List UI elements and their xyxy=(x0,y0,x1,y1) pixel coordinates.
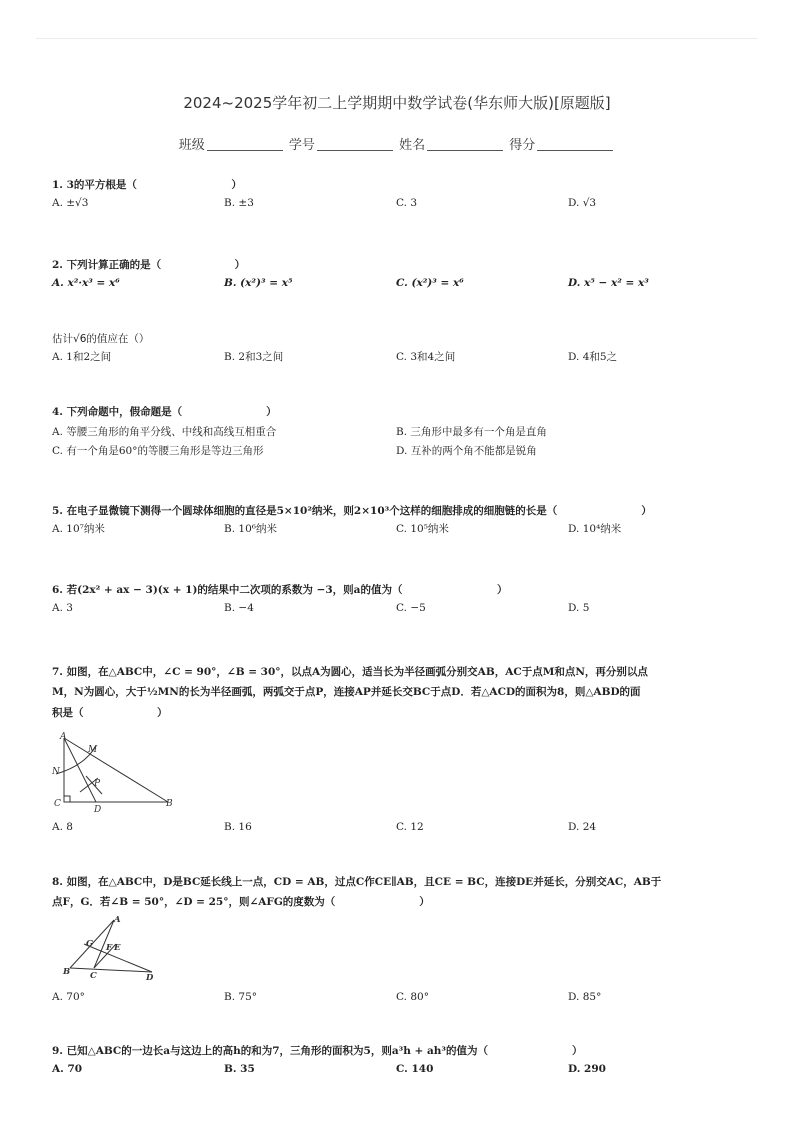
option-a[interactable]: A. 70 xyxy=(52,1063,83,1076)
label-b: B xyxy=(63,967,71,977)
id-label: 学号 xyxy=(288,138,315,153)
option-b[interactable]: B. ±3 xyxy=(224,197,254,210)
option-b[interactable]: B. 10⁶纳米 xyxy=(224,523,277,536)
option-a[interactable]: A. 等腰三角形的角平分线、中线和高线互相重合 xyxy=(52,426,277,439)
option-b[interactable]: B. 三角形中最多有一个角是直角 xyxy=(396,426,547,439)
question-1 xyxy=(52,176,752,214)
question-2 xyxy=(52,256,752,294)
option-d[interactable]: D. 互补的两个角不能都是锐角 xyxy=(396,445,537,458)
label-n: N xyxy=(52,767,60,777)
option-c[interactable]: C. 80° xyxy=(396,991,429,1003)
option-b[interactable]: B. −4 xyxy=(224,602,254,615)
option-grid xyxy=(52,421,752,461)
question-8 xyxy=(52,872,752,913)
class-blank[interactable] xyxy=(207,138,283,151)
label-c: C xyxy=(90,971,97,981)
option-b[interactable]: B. 35 xyxy=(224,1063,255,1076)
question-4 xyxy=(52,403,752,461)
option-row xyxy=(52,520,752,540)
question-6 xyxy=(52,581,752,619)
option-d[interactable]: D. 4和5之 xyxy=(568,351,618,364)
label-e: E xyxy=(114,943,121,953)
class-label: 班级 xyxy=(178,138,205,153)
option-d[interactable]: D. 290 xyxy=(568,1063,606,1076)
score-blank[interactable] xyxy=(537,138,613,151)
option-d[interactable]: D. 5 xyxy=(568,602,590,615)
option-a[interactable]: A. x²·x³ = x⁶ xyxy=(52,277,120,290)
triangle-figure-q8 xyxy=(60,914,160,984)
label-f: F xyxy=(106,943,113,953)
option-d[interactable]: D. 85° xyxy=(568,991,602,1003)
question-3 xyxy=(52,330,752,368)
label-b: B xyxy=(166,799,173,809)
option-c[interactable]: C. 10⁵纳米 xyxy=(396,523,449,536)
option-row xyxy=(52,818,752,838)
label-p: P xyxy=(94,779,101,789)
option-a[interactable]: A. ±√3 xyxy=(52,197,89,210)
option-d[interactable]: D. 24 xyxy=(568,821,597,833)
question-stem-line: 8. 如图，在△ABC中，D是BC延长线上一点，CD = AB，过点C作CE∥AB，且CE = BC，连接DE并延长，分别交AC，AB于 xyxy=(52,876,662,888)
question-stem-line: M，N为圆心，大于½MN的长为半径画弧，两弧交于点P，连接AP并延长交BC于点D．若△ACD的面积为8，则△ABD的面 xyxy=(52,686,641,699)
question-stem: 4. 下列命题中，假命题是（ ） xyxy=(52,406,277,418)
question-7 xyxy=(52,662,752,723)
option-row xyxy=(52,194,752,214)
label-c: C xyxy=(54,799,61,809)
student-info-line xyxy=(0,134,794,153)
option-c[interactable]: C. −5 xyxy=(396,602,426,615)
question-stem-line: 7. 如图，在△ABC中，∠C = 90°，∠B = 30°，以点A为圆心，适当长为半径画弧分别交AB，AC于点M和点N，再分别以点 xyxy=(52,666,648,678)
option-row xyxy=(52,599,752,619)
question-stem-line: 积是（ ） xyxy=(52,706,168,719)
option-b[interactable]: B. 2和3之间 xyxy=(224,351,284,364)
option-b[interactable]: B. 16 xyxy=(224,821,252,833)
name-label: 姓名 xyxy=(399,138,426,153)
label-a: A xyxy=(114,915,121,925)
label-m: M xyxy=(88,745,98,755)
option-c[interactable]: C. 3 xyxy=(396,197,418,210)
option-d[interactable]: D. √3 xyxy=(568,197,597,210)
option-row xyxy=(52,274,752,294)
option-a[interactable]: A. 10⁷纳米 xyxy=(52,523,105,536)
page-top-rule xyxy=(36,38,758,39)
score-label: 得分 xyxy=(509,138,536,153)
name-blank[interactable] xyxy=(427,138,503,151)
question-stem: 6. 若(2x² + ax − 3)(x + 1)的结果中二次项的系数为 −3，则a的值为（ ） xyxy=(52,584,508,596)
question-stem-line: 点F，G．若∠B = 50°，∠D = 25°，则∠AFG的度数为（ ） xyxy=(52,896,430,909)
option-c[interactable]: C. (x²)³ = x⁶ xyxy=(396,277,464,290)
option-row xyxy=(52,348,752,368)
option-c[interactable]: C. 有一个角是60°的等腰三角形是等边三角形 xyxy=(52,445,264,458)
label-a: A xyxy=(60,732,67,742)
option-row xyxy=(52,1060,752,1080)
option-d[interactable]: D. x⁵ − x² = x³ xyxy=(568,277,649,290)
label-d: D xyxy=(94,805,102,812)
option-c[interactable]: C. 3和4之间 xyxy=(396,351,456,364)
question-stem: 估计√6的值应在（） xyxy=(52,333,150,345)
option-c[interactable]: C. 140 xyxy=(396,1063,434,1076)
question-stem: 9. 已知△ABC的一边长a与这边上的高h的和为7，三角形的面积为5，则a³h + ah³的值为（ ） xyxy=(52,1045,583,1057)
option-d[interactable]: D. 10⁴纳米 xyxy=(568,523,622,536)
option-c[interactable]: C. 12 xyxy=(396,821,424,833)
triangle-figure-q7 xyxy=(50,732,180,812)
question-5 xyxy=(52,502,752,540)
option-a[interactable]: A. 70° xyxy=(52,991,85,1003)
option-a[interactable]: A. 1和2之间 xyxy=(52,351,112,364)
label-d: D xyxy=(146,973,154,983)
question-stem: 2. 下列计算正确的是（ ） xyxy=(52,259,246,271)
option-b[interactable]: B. (x²)³ = x⁵ xyxy=(224,277,293,290)
option-a[interactable]: A. 8 xyxy=(52,821,73,833)
label-g: G xyxy=(86,939,94,949)
question-8-options xyxy=(52,988,752,1008)
option-a[interactable]: A. 3 xyxy=(52,602,73,615)
question-stem: 5. 在电子显微镜下测得一个圆球体细胞的直径是5×10²纳米，则2×10³个这样的细胞排成的细胞链的长是（ ） xyxy=(52,505,652,517)
question-stem: 1. 3的平方根是（ ） xyxy=(52,179,242,191)
option-row xyxy=(52,988,752,1008)
exam-title: 2024~2025学年初二上学期期中数学试卷(华东师大版)[原题版] xyxy=(183,94,611,112)
question-9 xyxy=(52,1042,752,1080)
id-blank[interactable] xyxy=(317,138,393,151)
question-7-options xyxy=(52,818,752,838)
option-b[interactable]: B. 75° xyxy=(224,991,258,1003)
